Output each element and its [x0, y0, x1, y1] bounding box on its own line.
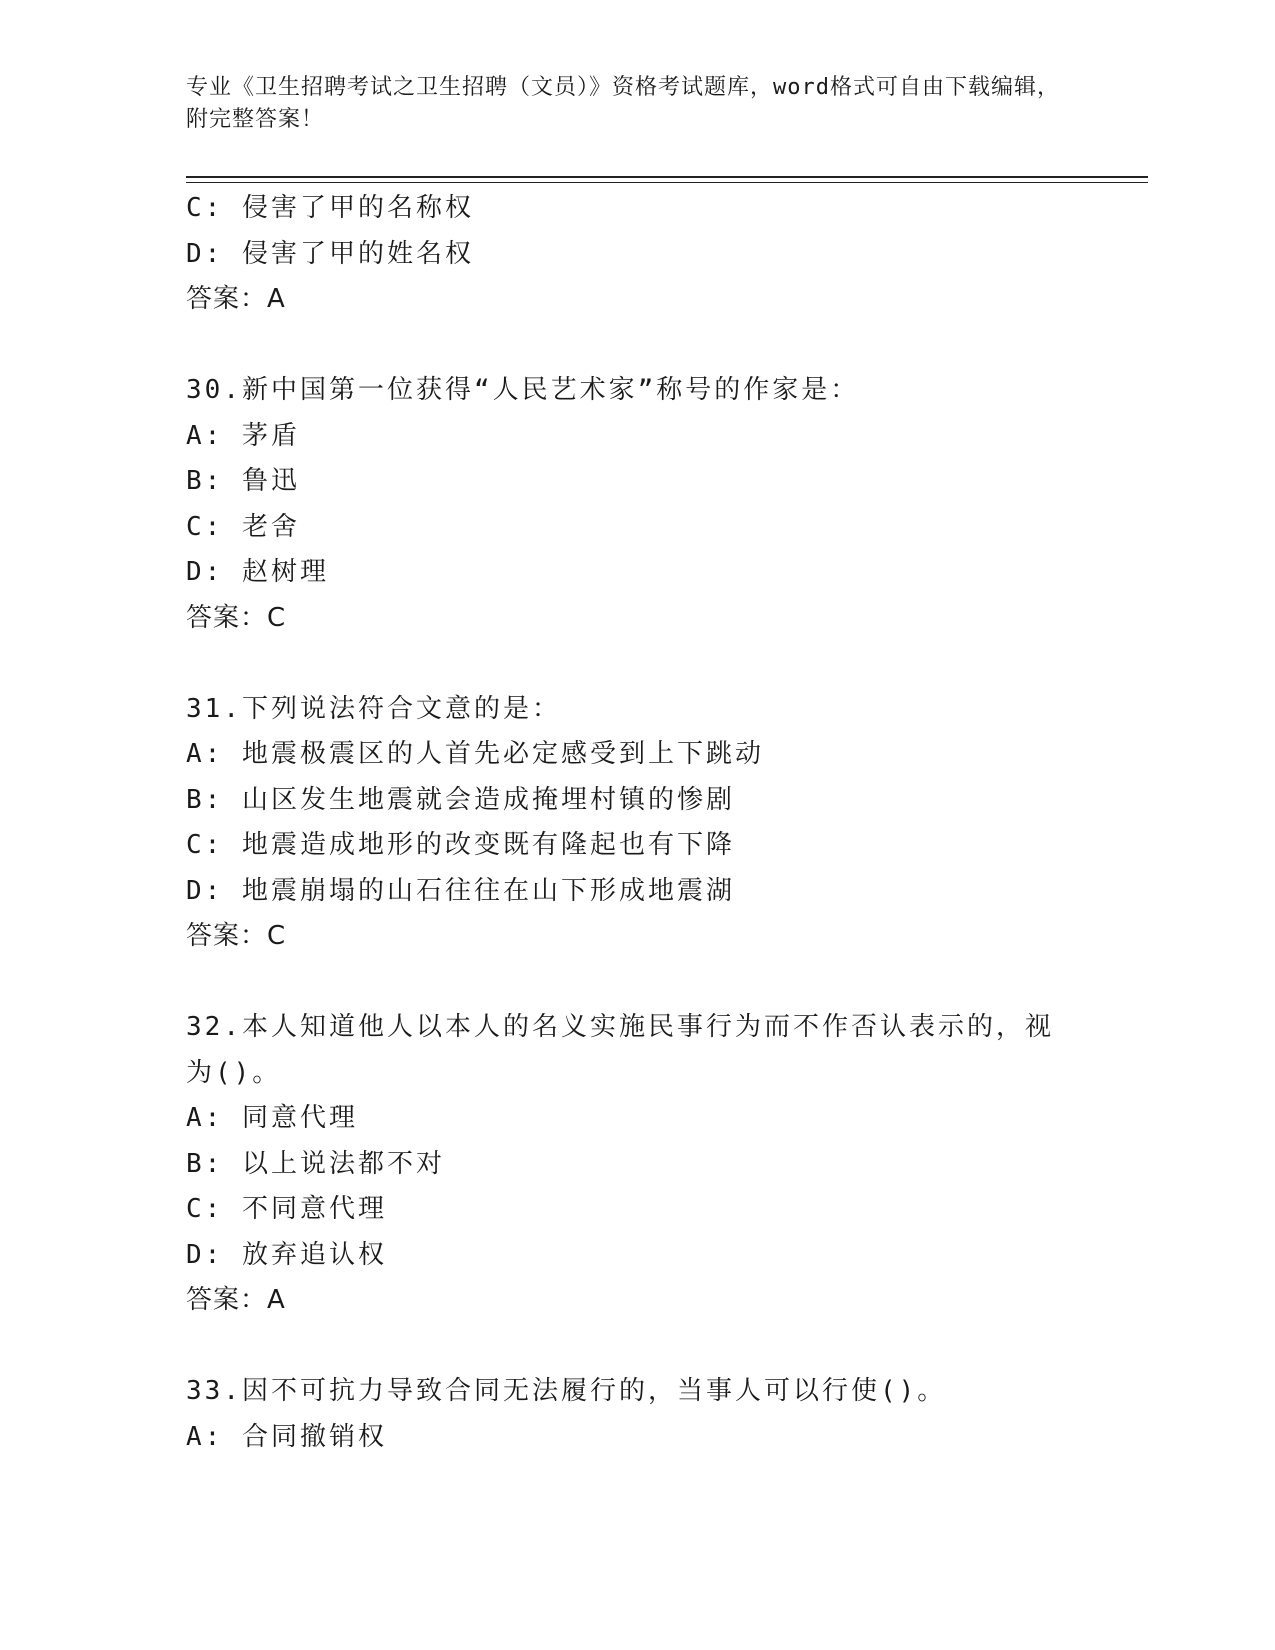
option-c: C: 不同意代理	[186, 1194, 387, 1224]
question-30	[186, 368, 1086, 641]
question-stem: 31.下列说法符合文意的是：	[186, 693, 561, 724]
question-stem: 33.因不可抗力导致合同无法履行的，当事人可以行使()。	[186, 1376, 947, 1406]
option-b: B: 以上说法都不对	[186, 1148, 445, 1179]
prev-question-tail	[186, 186, 1086, 323]
header-divider-thick	[186, 176, 1148, 178]
question-31	[186, 687, 1086, 960]
option-a: A: 茅盾	[186, 420, 300, 451]
question-32	[186, 1005, 1086, 1324]
question-list	[186, 186, 1086, 1460]
option-d: D: 地震崩塌的山石往往在山下形成地震湖	[186, 875, 735, 906]
option-a: A: 合同撤销权	[186, 1421, 387, 1452]
option-d: D: 放弃追认权	[186, 1239, 387, 1270]
answer-line: 答案：C	[186, 921, 287, 951]
header-divider-thin	[186, 182, 1148, 183]
question-stem: 32.本人知道他人以本人的名义实施民事行为而不作否认表示的，视为()。	[186, 1012, 1054, 1088]
option-a: A: 同意代理	[186, 1103, 358, 1133]
question-stem: 30.新中国第一位获得“人民艺术家”称号的作家是：	[186, 375, 860, 405]
option-b: B: 鲁迅	[186, 466, 300, 496]
header-note: 专业《卫生招聘考试之卫生招聘（文员）》资格考试题库，word格式可自由下载编辑，附完整答案！	[186, 75, 1060, 132]
option-c: C: 侵害了甲的名称权	[186, 193, 474, 223]
option-c: C: 老舍	[186, 511, 300, 542]
answer-line: 答案：A	[186, 1285, 286, 1315]
question-33	[186, 1369, 1086, 1460]
option-c: C: 地震造成地形的改变既有隆起也有下降	[186, 830, 735, 860]
answer-line: 答案：A	[186, 284, 286, 314]
option-a: A: 地震极震区的人首先必定感受到上下跳动	[186, 739, 764, 769]
option-d: D: 赵树理	[186, 557, 329, 587]
option-b: B: 山区发生地震就会造成掩埋村镇的惨剧	[186, 784, 735, 815]
answer-line: 答案：C	[186, 602, 287, 633]
option-d: D: 侵害了甲的姓名权	[186, 238, 474, 269]
